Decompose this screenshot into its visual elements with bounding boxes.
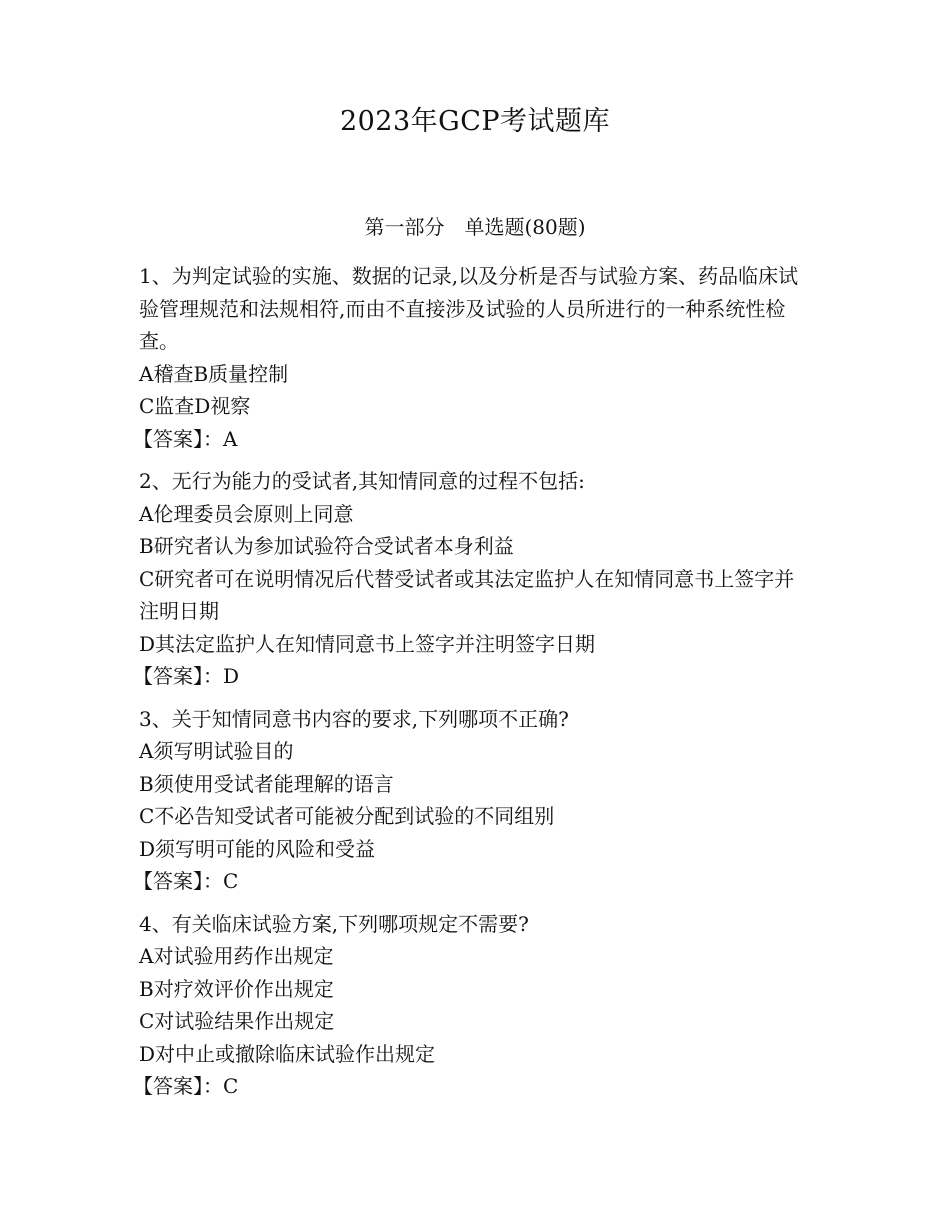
question-answer: 【答案】：D [133, 664, 240, 688]
question-stem: 2、无行为能力的受试者,其知情同意的过程不包括: [139, 469, 585, 493]
question-2 [133, 465, 811, 693]
question-answer: 【答案】：C [133, 1074, 239, 1098]
question-1 [133, 260, 811, 455]
question-option: B对疗效评价作出规定 [139, 976, 334, 1001]
question-option: C研究者可在说明情况后代替受试者或其法定监护人在知情同意书上签字并注明日期 [139, 566, 795, 623]
question-answer: 【答案】：C [133, 869, 239, 893]
question-option: A伦理委员会原则上同意 [139, 501, 354, 526]
question-4 [133, 908, 811, 1103]
question-answer: 【答案】：A [133, 426, 238, 451]
question-option: C对试验结果作出规定 [139, 1009, 335, 1033]
question-3 [133, 703, 811, 898]
question-stem: 4、有关临床试验方案,下列哪项规定不需要? [139, 911, 529, 936]
document-title: 2023年GCP考试题库 [339, 106, 611, 137]
section-title: 第一部分 单选题(80题) [364, 215, 586, 239]
question-option: C不必告知受试者可能被分配到试验的不同组别 [139, 804, 555, 828]
question-option: A稽查B质量控制 [139, 361, 289, 386]
question-option: B研究者认为参加试验符合受试者本身利益 [139, 534, 514, 558]
question-option: D须写明可能的风险和受益 [139, 836, 376, 861]
question-stem: 1、为判定试验的实施、数据的记录,以及分析是否与试验方案、药品临床试验管理规范和法规相符,而由不直接涉及试验的人员所进行的一种系统性检查。 [139, 264, 799, 353]
question-option: D对中止或撤除临床试验作出规定 [139, 1041, 436, 1066]
question-list [133, 260, 811, 1113]
question-option: D其法定监护人在知情同意书上签字并注明签字日期 [139, 631, 596, 656]
question-option: B须使用受试者能理解的语言 [139, 771, 394, 796]
question-option: A须写明试验目的 [139, 739, 294, 763]
question-option: C监查D视察 [139, 394, 251, 418]
question-stem: 3、关于知情同意书内容的要求,下列哪项不正确? [139, 706, 569, 731]
question-option: A对试验用药作出规定 [139, 944, 334, 968]
